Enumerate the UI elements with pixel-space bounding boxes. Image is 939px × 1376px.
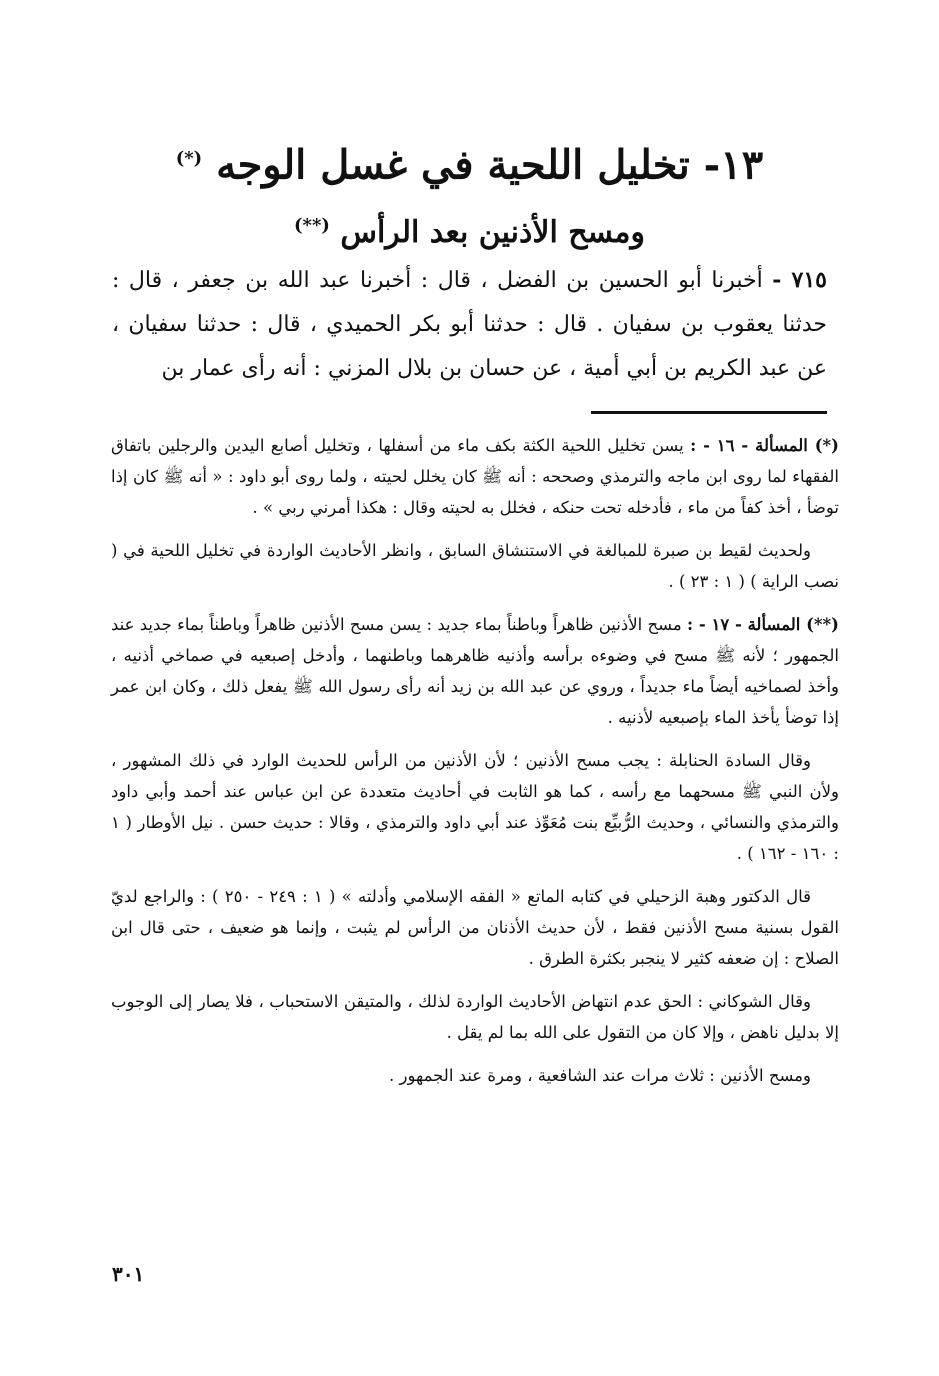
footnote-paragraph: [111, 430, 839, 523]
title-footnote-mark: (*): [175, 148, 203, 169]
footnote-text: ولحديث لقيط بن صبرة للمبالغة في الاستنشاق السابق ، وانظر الأحاديث الواردة في تخليل اللحية في ( نصب الراية ) ( ١ : ٢٣ ) .: [111, 541, 839, 591]
page-number: ٣٠١: [112, 1262, 145, 1286]
footnote-text: يسن تخليل اللحية الكثة بكف ماء من أسفلها ، وتخليل أصابع اليدين والرجلين باتفاق الفقهاء لما روى ابن ماجه والترمذي وصححه : أنه ﷺ كان يخلل لحيته ، ولما روى أبو داود : « أنه ﷺ كان إذا توضأ ، أخذ كفاً من ماء ، فأدخله تحت حنكه ، فخلل به لحيته وقال : هكذا أمرني ربي » .: [111, 436, 839, 517]
footnote-text: وقال الشوكاني : الحق عدم انتهاض الأحاديث الواردة لذلك ، والمتيقن الاستحباب ، فلا يصار إلى الوجوب إلا بدليل ناهض ، وإلا كان من التقول على الله بما لم يقل .: [111, 992, 839, 1042]
chapter-title: [0, 128, 939, 196]
footnote-separator-line: [591, 411, 827, 414]
footnotes-section: [111, 430, 839, 1103]
hadith-number: ٧١٥ -: [772, 267, 827, 293]
footnote-paragraph: [111, 1060, 839, 1091]
hadith-body: أخبرنا أبو الحسين بن الفضل ، قال : أخبرنا عبد الله بن جعفر ، قال : حدثنا يعقوب بن سفيان . قال : حدثنا أبو بكر الحميدي ، قال : حدثنا سفيان ، عن عبد الكريم بن أبي أمية ، عن حسان بن بلال المزني : أنه رأى عمار بن: [112, 268, 827, 381]
footnote-text: قال الدكتور وهبة الزحيلي في كتابه الماتع « الفقه الإسلامي وأدلته » ( ١ : ٢٤٩ - ٢٥٠ ) : والراجع لديّ القول بسنية مسح الأذنين فقط ، لأن حديث الأذنان من الرأس لم يثبت ، وإنما هو ضعيف ، حتى قال ابن الصلاح : إن ضعفه كثير لا ينجبر بكثرة الطرق .: [111, 887, 839, 968]
chapter-subtitle: [0, 202, 939, 257]
footnote-paragraph: [111, 745, 839, 869]
footnote-heading: (**) المسألة - ١٧ - :: [686, 615, 839, 634]
chapter-title-text: ١٣- تخليل اللحية في غسل الوجه: [216, 141, 764, 189]
footnote-text: وقال السادة الحنابلة : يجب مسح الأذنين ؛ لأن الأذنين من الرأس للحديث الوارد في ذلك المشهور ، ولأن النبي ﷺ مسحهما مع رأسه ، كما هو الثابت في أحاديث متعددة عن ابن عباس عند أحمد وأبي داود والترمذي والنسائي ، وحديث الرُّبيِّع بنت مُعَوِّذ عند أبي داود والترمذي ، وقالا : حديث حسن . نيل الأوطار ( ١ : ١٦٠ - ١٦٢ ) .: [111, 751, 839, 863]
footnote-text: ومسح الأذنين : ثلاث مرات عند الشافعية ، ومرة عند الجمهور .: [389, 1066, 811, 1085]
footnote-paragraph: [111, 986, 839, 1048]
hadith-text-block: [112, 258, 827, 391]
chapter-heading: [0, 128, 939, 257]
footnote-paragraph: [111, 881, 839, 974]
footnote-paragraph: [111, 535, 839, 597]
footnote-text: مسح الأذنين ظاهراً وباطناً بماء جديد : يسن مسح الأذنين ظاهراً وباطناً بماء جديد عند الجمهور ؛ لأنه ﷺ مسح في وضوءه برأسه وأذنيه ظاهرهما وباطنهما ، وأدخل إصبعيه في صماخي أذنيه ، وأخذ لصماخيه أيضاً ماء جديداً ، وروي عن عبد الله بن زيد أنه رأى رسول الله ﷺ يفعل ذلك ، وكان ابن عمر إذا توضأ يأخذ الماء بإصبعيه لأذنيه .: [111, 615, 839, 727]
footnote-heading: (*) المسألة - ١٦ - :: [690, 436, 839, 455]
subtitle-footnote-mark: (**): [294, 215, 330, 237]
footnote-paragraph: [111, 609, 839, 733]
chapter-subtitle-text: ومسح الأذنين بعد الرأس: [340, 215, 645, 251]
